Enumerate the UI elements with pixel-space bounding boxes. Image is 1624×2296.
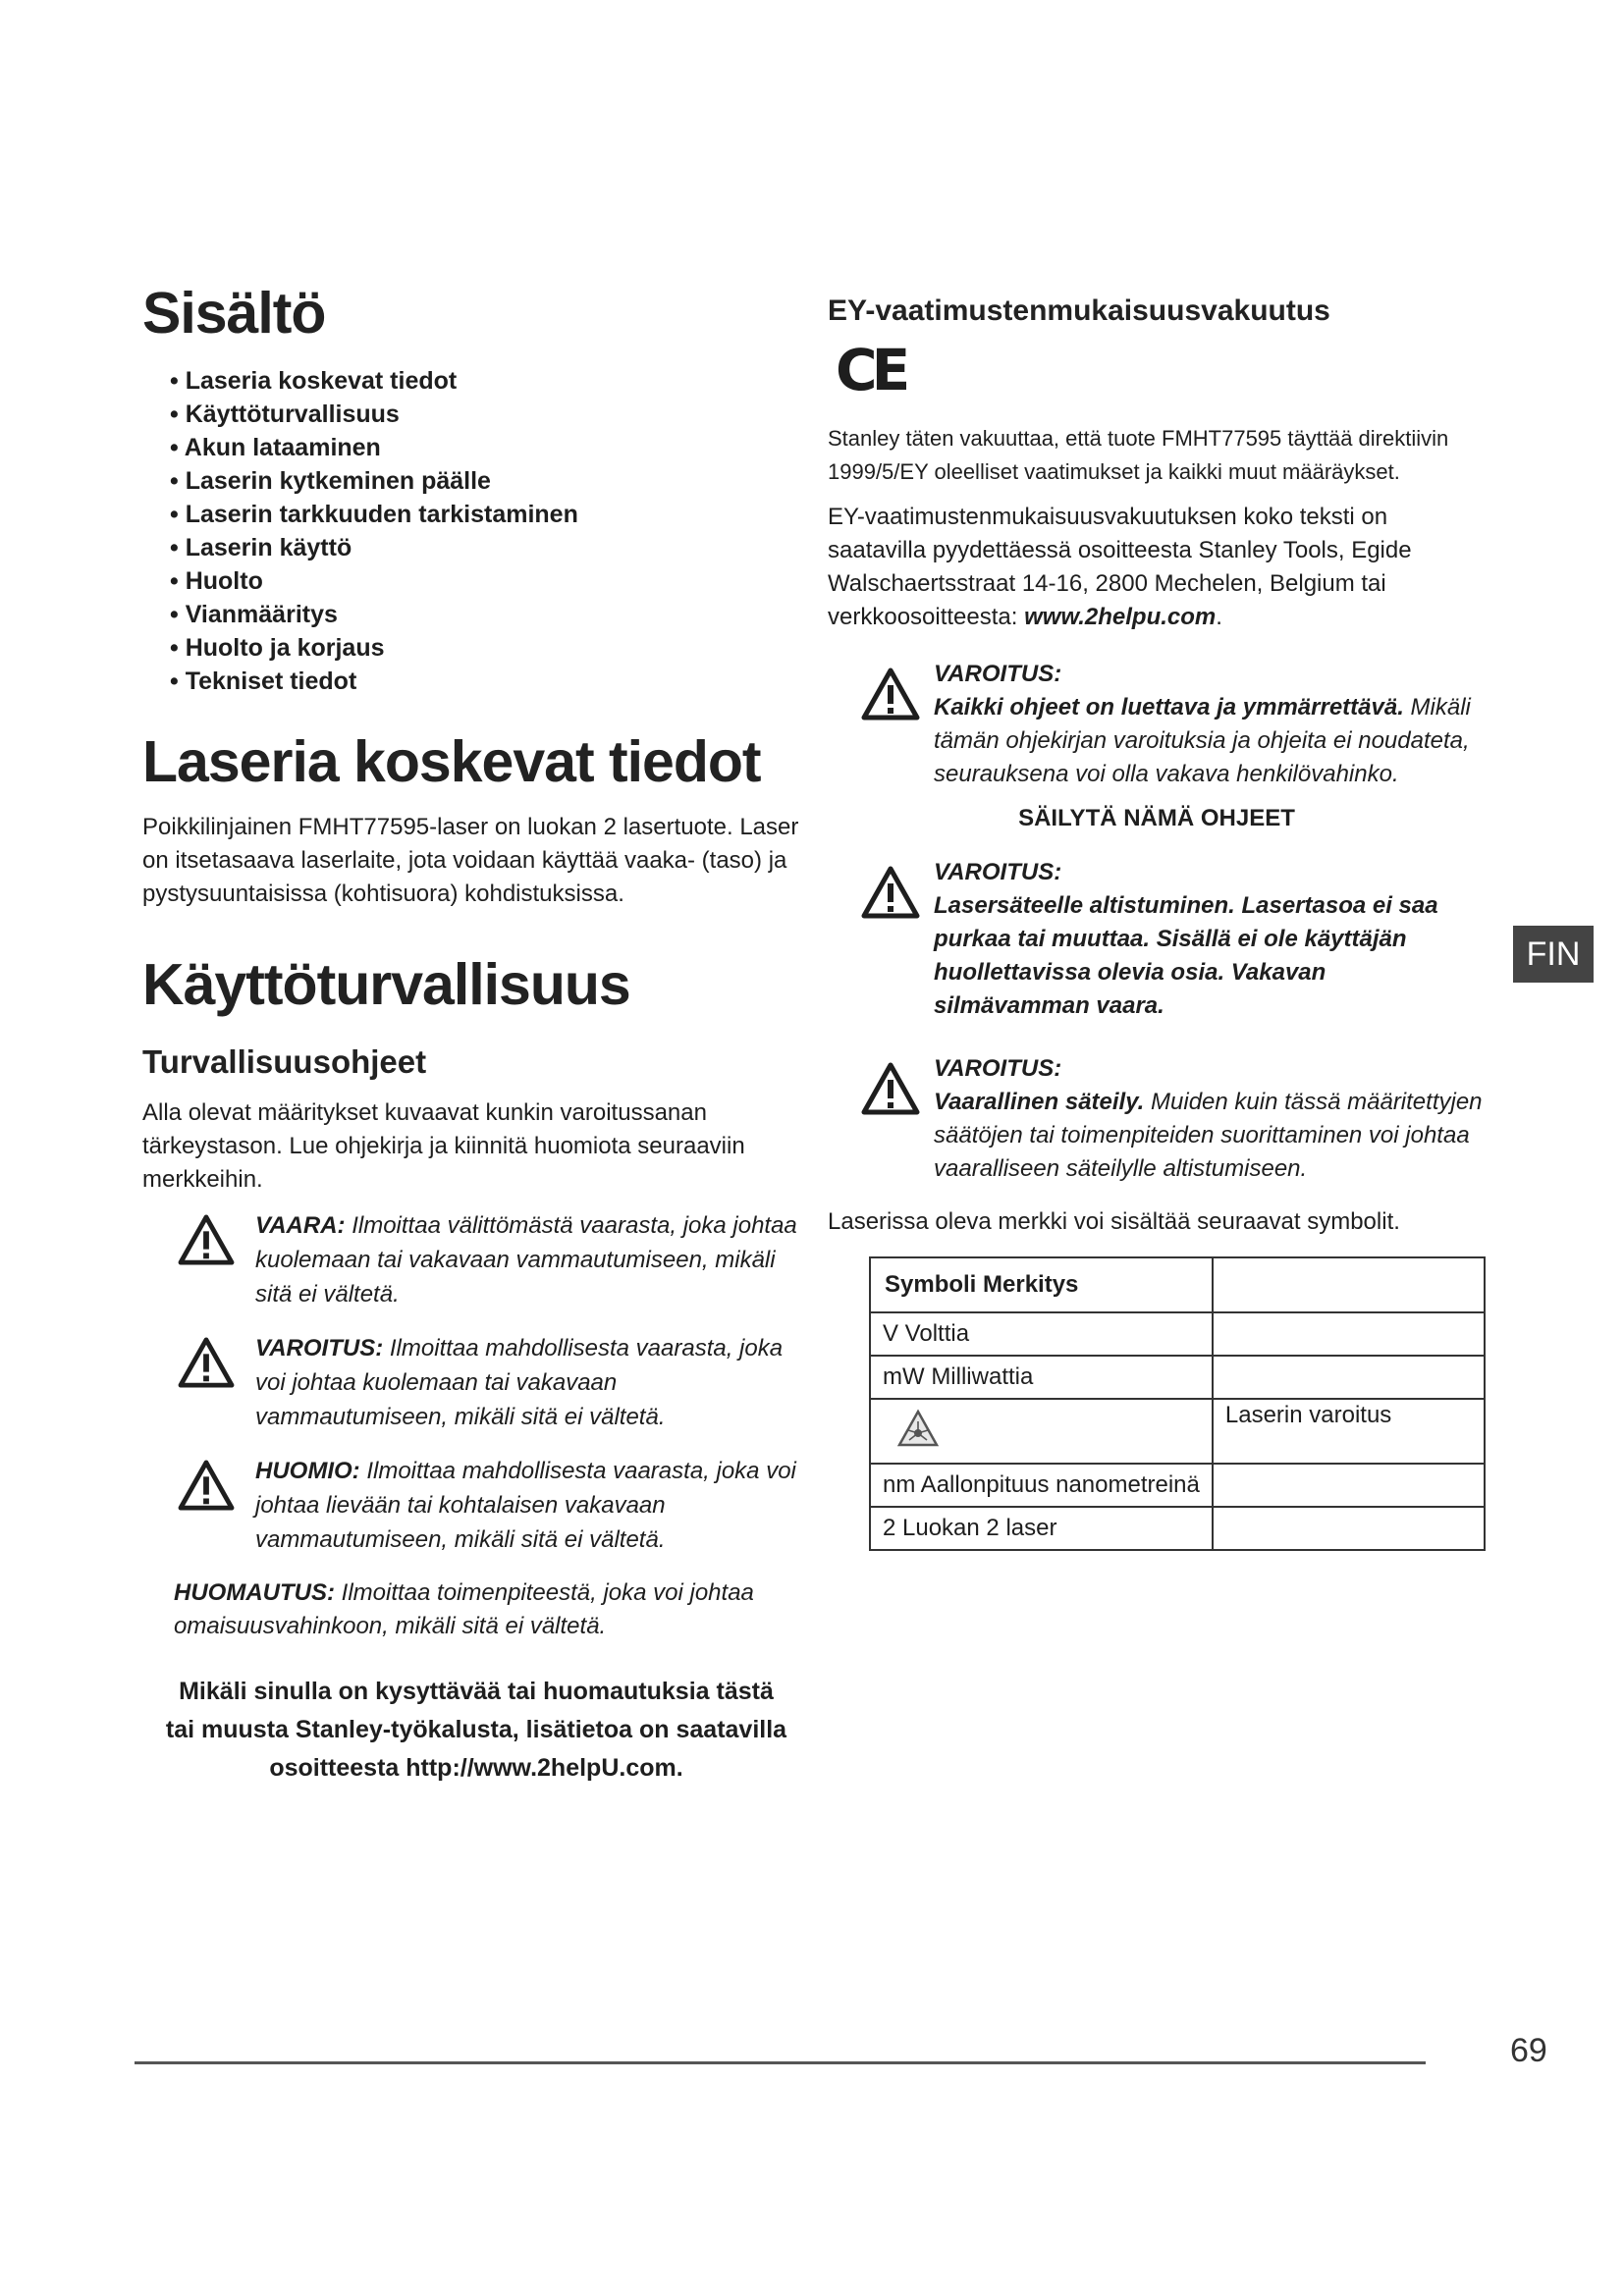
table-cell [1213,1356,1485,1399]
table-row [870,1399,1485,1464]
contact-line: tai muusta Stanley-työkalusta, lisätietoa on saatavilla [165,1716,787,1743]
symbols-intro: Laserissa oleva merkki voi sisältää seuraavat symbolit. [828,1208,1400,1235]
toc-title: Sisältö [142,281,326,346]
table-cell: 2 Luokan 2 laser [870,1507,1213,1550]
toc-list [170,364,810,698]
caution-warning [142,1454,810,1557]
laser-info-text: Poikkilinjainen FMHT77595-laser on luokan 2 lasertuote. Laser on itsetasaava laserlaite, jota voidaan käyttää vaaka- (taso) ja pystysuuntaisissa (kohtisuora) kohdistuksissa. [142,814,799,907]
danger-warning [142,1208,810,1311]
warning-text: Ilmoittaa mahdollisesta vaarasta, joka voi johtaa kuolemaan tai vakavaan vammautumiseen, mikäli sitä ei vältetä. [255,1335,784,1430]
danger-text: Ilmoittaa välittömästä vaarasta, joka johtaa kuolemaan tai vakavaan vammautumiseen, mikäli sitä ei vältetä. [255,1212,797,1308]
warning-triangle-icon [178,1214,235,1265]
warning-1-label: VAROITUS: [934,661,1062,687]
warning-triangle-icon [178,1460,235,1511]
contact-info [142,1673,810,1788]
contact-line: osoitteesta http://www.2helpU.com. [269,1754,683,1782]
warning-triangle-icon [861,866,920,919]
ec-text-2 [828,501,1486,634]
warning-triangle-icon [178,1337,235,1388]
table-cell: V Volttia [870,1312,1213,1356]
table-cell [870,1399,1213,1464]
page-number: 69 [1510,2032,1547,2069]
table-row [870,1464,1485,1507]
warning-block-2 [828,856,1486,1023]
keep-instructions: SÄILYTÄ NÄMÄ OHJEET [1018,805,1295,831]
warning-2-bold: Lasersäteelle altistuminen. Lasertasoa ei saa purkaa tai muuttaa. Sisällä ei ole käyttäjän huollettavissa olevia osia. Vakavan silmävamman vaara. [934,892,1438,1019]
warning-2-label: VAROITUS: [934,859,1062,885]
table-cell [1213,1464,1485,1507]
laser-warning-icon [896,1409,940,1448]
toc-item: • Laserin käyttö [170,531,810,564]
warning-warning [142,1331,810,1434]
ec-declaration-title: EY-vaatimustenmukaisuusvakuutus [828,294,1330,327]
table-row [870,1507,1485,1550]
table-row [870,1312,1485,1356]
toc-item: • Tekniset tiedot [170,665,810,698]
laser-info-title: Laseria koskevat tiedot [142,729,761,794]
ec-text-2-body: EY-vaatimustenmukaisuusvakuutuksen koko teksti on saatavilla pyydettäessä osoitteesta Stanley Tools, Egide Walschaertsstraat 14-16, 2800 Mechelen, Belgium tai verkkoosoitteesta: [828,504,1412,630]
table-cell [1213,1507,1485,1550]
safety-text: Alla olevat määritykset kuvaavat kunkin varoitussanan tärkeystason. Lue ohjekirja ja kiinnitä huomiota seuraaviin merkkeihin. [142,1099,745,1193]
safety-subtitle: Turvallisuusohjeet [142,1043,427,1080]
toc-item: • Laseria koskevat tiedot [170,364,810,398]
notice-block [174,1576,810,1643]
warning-3-text: Muiden kuin tässä määritettyjen säätöjen tai toimenpiteiden suorittaminen voi johtaa vaaralliseen säteilylle altistumiseen. [934,1089,1483,1182]
language-tab: FIN [1513,926,1594,983]
toc-item: • Huolto ja korjaus [170,631,810,665]
table-header-row [870,1257,1485,1312]
right-column [828,294,1486,1551]
toc-item: • Laserin kytkeminen päälle [170,464,810,498]
ce-mark-icon: CE [836,337,905,403]
notice-label: HUOMAUTUS: [174,1579,335,1606]
safety-title: Käyttöturvallisuus [142,952,630,1017]
notice-text: Ilmoittaa toimenpiteestä, joka voi johtaa omaisuusvahinkoon, mikäli sitä ei vältetä. [174,1579,754,1639]
table-cell: nm Aallonpituus nanometreinä [870,1464,1213,1507]
warning-triangle-icon [861,667,920,721]
danger-label: VAARA: [255,1212,346,1239]
toc-item: • Akun lataaminen [170,431,810,464]
footer-divider [135,2061,1426,2064]
table-header: Symboli Merkitys [870,1257,1213,1312]
warning-3-bold: Vaarallinen säteily. [934,1089,1145,1115]
warning-1-text: Mikäli tämän ohjekirjan varoituksia ja ohjeita ei noudateta, seurauksena voi olla vakava henkilövahinko. [934,694,1471,787]
table-cell [1213,1312,1485,1356]
symbols-table [869,1256,1486,1551]
toc-item: • Huolto [170,564,810,598]
contact-line: Mikäli sinulla on kysyttävää tai huomautuksia tästä [179,1678,774,1705]
warning-block-3 [828,1052,1486,1186]
warning-label: VAROITUS: [255,1335,384,1362]
ec-text-end: . [1216,604,1222,630]
warning-triangle-icon [861,1062,920,1115]
toc-item: • Laserin tarkkuuden tarkistaminen [170,498,810,531]
warning-1-bold: Kaikki ohjeet on luettava ja ymmärrettävä. [934,694,1404,721]
toc-item: • Vianmääritys [170,598,810,631]
table-cell: Laserin varoitus [1213,1399,1485,1464]
caution-text: Ilmoittaa mahdollisesta vaarasta, joka voi johtaa lievään tai kohtalaisen vakavaan vammautumiseen, mikäli sitä ei vältetä. [255,1458,796,1553]
warning-3-label: VAROITUS: [934,1055,1062,1082]
warning-block-1 [828,658,1486,791]
caution-label: HUOMIO: [255,1458,360,1484]
ec-text-1: Stanley täten vakuuttaa, että tuote FMHT77595 täyttää direktiivin 1999/5/EY oleelliset vaatimukset ja kaikki muut määräykset. [828,426,1449,484]
toc-item: • Käyttöturvallisuus [170,398,810,431]
table-row [870,1356,1485,1399]
table-cell: mW Milliwattia [870,1356,1213,1399]
left-column [142,281,810,1788]
ec-url-link[interactable]: www.2helpu.com [1024,604,1217,630]
